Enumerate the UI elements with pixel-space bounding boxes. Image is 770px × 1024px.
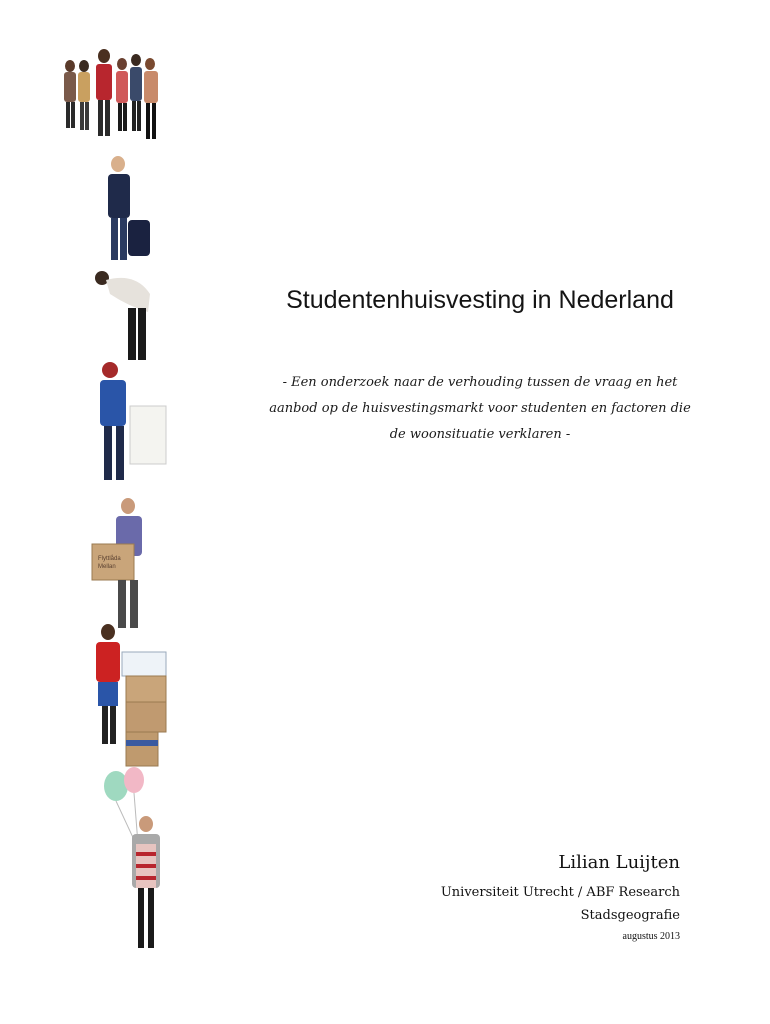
box-label: Flyttlåda	[98, 556, 121, 562]
author-name: Lilian Luijten	[558, 852, 680, 873]
department: Stadsgeografie	[580, 908, 680, 923]
svg-text:Mellan: Mellan	[98, 564, 116, 570]
cover-illustration	[56, 44, 186, 974]
document-title: Studentenhuisvesting in Nederland	[286, 286, 674, 314]
man-with-suitcase-figure	[108, 156, 150, 260]
author-block	[441, 852, 680, 942]
publication-date: augustus 2013	[622, 931, 680, 942]
bending-man-figure	[95, 271, 150, 360]
people-moving-illustration	[56, 44, 186, 974]
woman-with-balloons-figure	[104, 767, 160, 948]
woman-with-boxes-figure	[96, 624, 166, 766]
man-with-shelf-figure	[100, 362, 166, 480]
man-with-box-figure	[92, 498, 142, 628]
affiliation: Universiteit Utrecht / ABF Research	[440, 885, 680, 900]
document-subtitle: - Een onderzoek naar de verhouding tussen de vraag en het aanbod op de huisvestingsmarkt voor studenten en factoren die de woonsituatie verklaren -	[269, 375, 691, 442]
crowd-figure	[64, 49, 158, 139]
